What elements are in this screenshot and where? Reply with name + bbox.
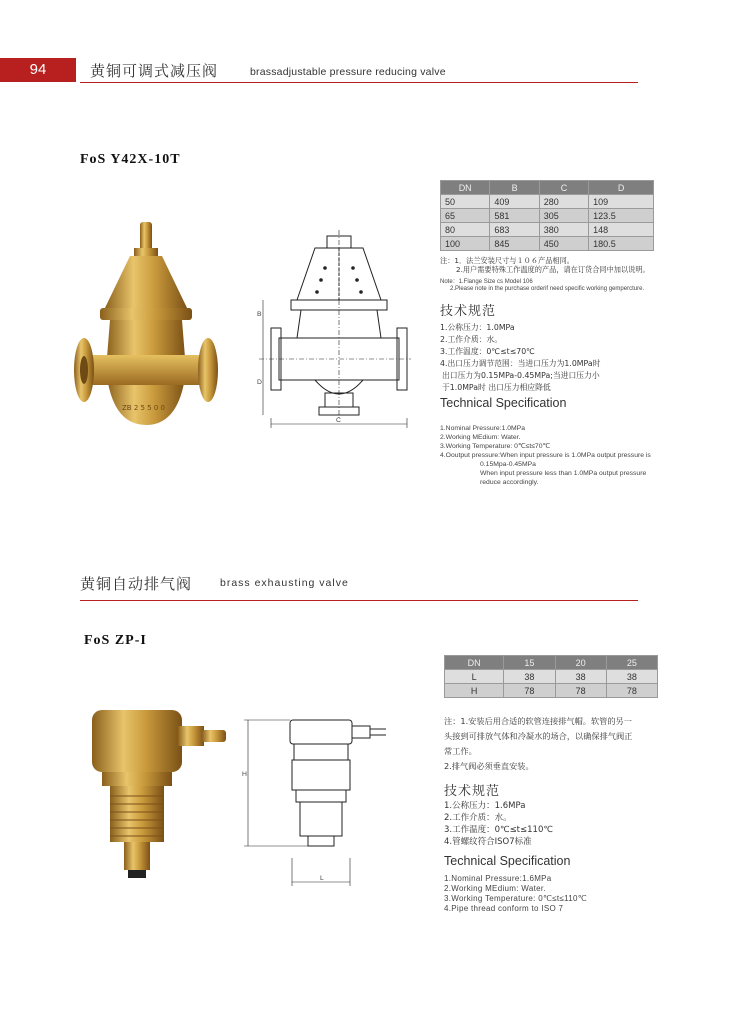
product2-spec-zh-3: 3.工作温度：0℃≤t≤110℃ — [444, 825, 553, 835]
table-cell: 683 — [490, 223, 539, 237]
table-cell: 78 — [504, 684, 555, 698]
product2-note-2: 头接到可排放气体和冷凝水的场合，以确保排气阀正 — [444, 731, 633, 741]
page-title-en: brassadjustable pressure reducing valve — [250, 66, 446, 78]
drawing2-label-l: L — [320, 875, 324, 882]
product1-spec-en-5: 0.15Mpa-0.45MPa — [480, 461, 536, 468]
section2-title-en: brass exhausting valve — [220, 577, 349, 589]
product1-spec-en-2: 2.Working MEdium: Water. — [440, 434, 521, 441]
product2-model: FoS ZP-I — [84, 633, 147, 648]
product1-dimension-table — [440, 180, 654, 251]
product1-spec-title-zh: 技术规范 — [440, 304, 497, 319]
product2-note-3: 常工作。 — [444, 746, 477, 756]
product2-dimension-table — [444, 655, 658, 698]
table-header-cell: DN — [445, 656, 504, 670]
product2-spec-zh-4: 4.管螺纹符合ISO7标准 — [444, 837, 532, 847]
table-cell: 50 — [441, 195, 490, 209]
table-header-row — [445, 656, 658, 670]
table-header-cell: C — [539, 181, 588, 195]
product2-spec-title-zh: 技术规范 — [444, 784, 501, 799]
table-header-row — [441, 181, 654, 195]
product1-spec-en-3: 3.Working Temperature: 0℃≤t≤70℃ — [440, 443, 551, 450]
table-cell: 845 — [490, 237, 539, 251]
table-cell: 109 — [589, 195, 654, 209]
product2-photo — [82, 700, 232, 890]
table-cell: 65 — [441, 209, 490, 223]
table-header-cell: 20 — [555, 656, 606, 670]
table-cell: 78 — [606, 684, 657, 698]
section2-title-zh: 黄铜自动排气阀 — [80, 575, 193, 593]
product1-spec-en-6: When input pressure less than 1.0MPa output pressure — [480, 470, 647, 477]
table-header-cell: B — [490, 181, 539, 195]
product2-spec-title-en: Technical Specification — [444, 854, 571, 868]
drawing1-label-c: C — [336, 417, 341, 424]
table-cell: 38 — [555, 670, 606, 684]
table-row — [441, 237, 654, 251]
product1-spec-zh-4: 4.出口压力调节范围：当进口压力为1.0MPa时 — [440, 359, 601, 368]
product1-spec-en-1: 1.Nominal Pressure:1.0MPa — [440, 425, 525, 432]
table-row — [441, 209, 654, 223]
table-header-cell: 25 — [606, 656, 657, 670]
table-header-cell: 15 — [504, 656, 555, 670]
product2-spec-en-2: 2.Working MEdium: Water. — [444, 884, 546, 893]
table-cell: 280 — [539, 195, 588, 209]
product2-spec-en-3: 3.Working Temperature: 0℃≤t≤110℃ — [444, 894, 588, 903]
table-cell: 38 — [606, 670, 657, 684]
table-cell: L — [445, 670, 504, 684]
table-row — [441, 195, 654, 209]
table-cell: 38 — [504, 670, 555, 684]
product1-spec-zh-3: 3.工作温度：0℃≤t≤70℃ — [440, 347, 535, 356]
table-cell: 80 — [441, 223, 490, 237]
product1-photo — [70, 220, 230, 450]
product1-spec-en-7: reduce accordingly. — [480, 479, 539, 486]
product1-model: FoS Y42X-10T — [80, 152, 181, 167]
product1-spec-title-en: Technical Specification — [440, 396, 567, 410]
page-number: 94 — [0, 58, 76, 82]
page-title-zh: 黄铜可调式减压阀 — [90, 62, 219, 80]
table-cell: 78 — [555, 684, 606, 698]
product2-spec-zh-1: 1.公称压力：1.6MPa — [444, 801, 526, 811]
drawing1-label-d: D — [257, 379, 262, 386]
section2-rule — [80, 600, 638, 601]
product2-drawing — [238, 712, 398, 892]
product2-spec-en-4: 4.Pipe thread conform to ISO 7 — [444, 904, 564, 913]
product1-spec-zh-1: 1.公称压力：1.0MPa — [440, 323, 515, 332]
product2-spec-zh-2: 2.工作介质：水。 — [444, 813, 512, 823]
table-row — [441, 223, 654, 237]
drawing1-label-b: B — [257, 311, 262, 318]
product2-spec-en-1: 1.Nominal Pressure:1.6MPa — [444, 874, 552, 883]
table-cell: 450 — [539, 237, 588, 251]
product2-note-1: 注：1.安装后用合适的软管连接排气帽。软管的另一 — [444, 716, 632, 726]
product1-note-en-2: 2.Please note in the purchase orderif need specific working gempercture. — [450, 286, 645, 292]
table-row — [445, 670, 658, 684]
table-cell: 409 — [490, 195, 539, 209]
table-cell: 305 — [539, 209, 588, 223]
header-rule — [80, 82, 638, 83]
svg-text:ZB 2 5 5 0 0: ZB 2 5 5 0 0 — [122, 404, 165, 412]
table-header-cell: DN — [441, 181, 490, 195]
table-cell: 380 — [539, 223, 588, 237]
product1-drawing — [255, 228, 415, 436]
table-cell: 180.5 — [589, 237, 654, 251]
table-row — [445, 684, 658, 698]
product1-spec-en-4: 4.Ooutput pressure:When input pressure is 1.0MPa output pressure is — [440, 452, 651, 459]
product1-spec-zh-6: 于1.0MPa时 出口压力相应降低 — [442, 383, 551, 392]
table-cell: 148 — [589, 223, 654, 237]
drawing2-label-h: H — [242, 771, 247, 778]
product1-note-zh-1: 注：1．法兰安装尺寸与１０６产品相同。 — [440, 256, 574, 265]
table-cell: 100 — [441, 237, 490, 251]
table-header-cell: D — [589, 181, 654, 195]
table-cell: H — [445, 684, 504, 698]
product1-spec-zh-2: 2.工作介质：水。 — [440, 335, 503, 344]
table-cell: 581 — [490, 209, 539, 223]
table-cell: 123.5 — [589, 209, 654, 223]
product1-note-en-1: Note：1.Flange Size cs Model 106 — [440, 279, 533, 285]
product1-spec-zh-5: 出口压力为0.15MPa-0.45MPa;当进口压力小 — [442, 371, 600, 380]
product2-note-4: 2.排气阀必须垂直安装。 — [444, 761, 534, 771]
product1-note-zh-2: 2.用户需要特殊工作温度的产品，请在订货合同中加以说明。 — [456, 265, 650, 274]
